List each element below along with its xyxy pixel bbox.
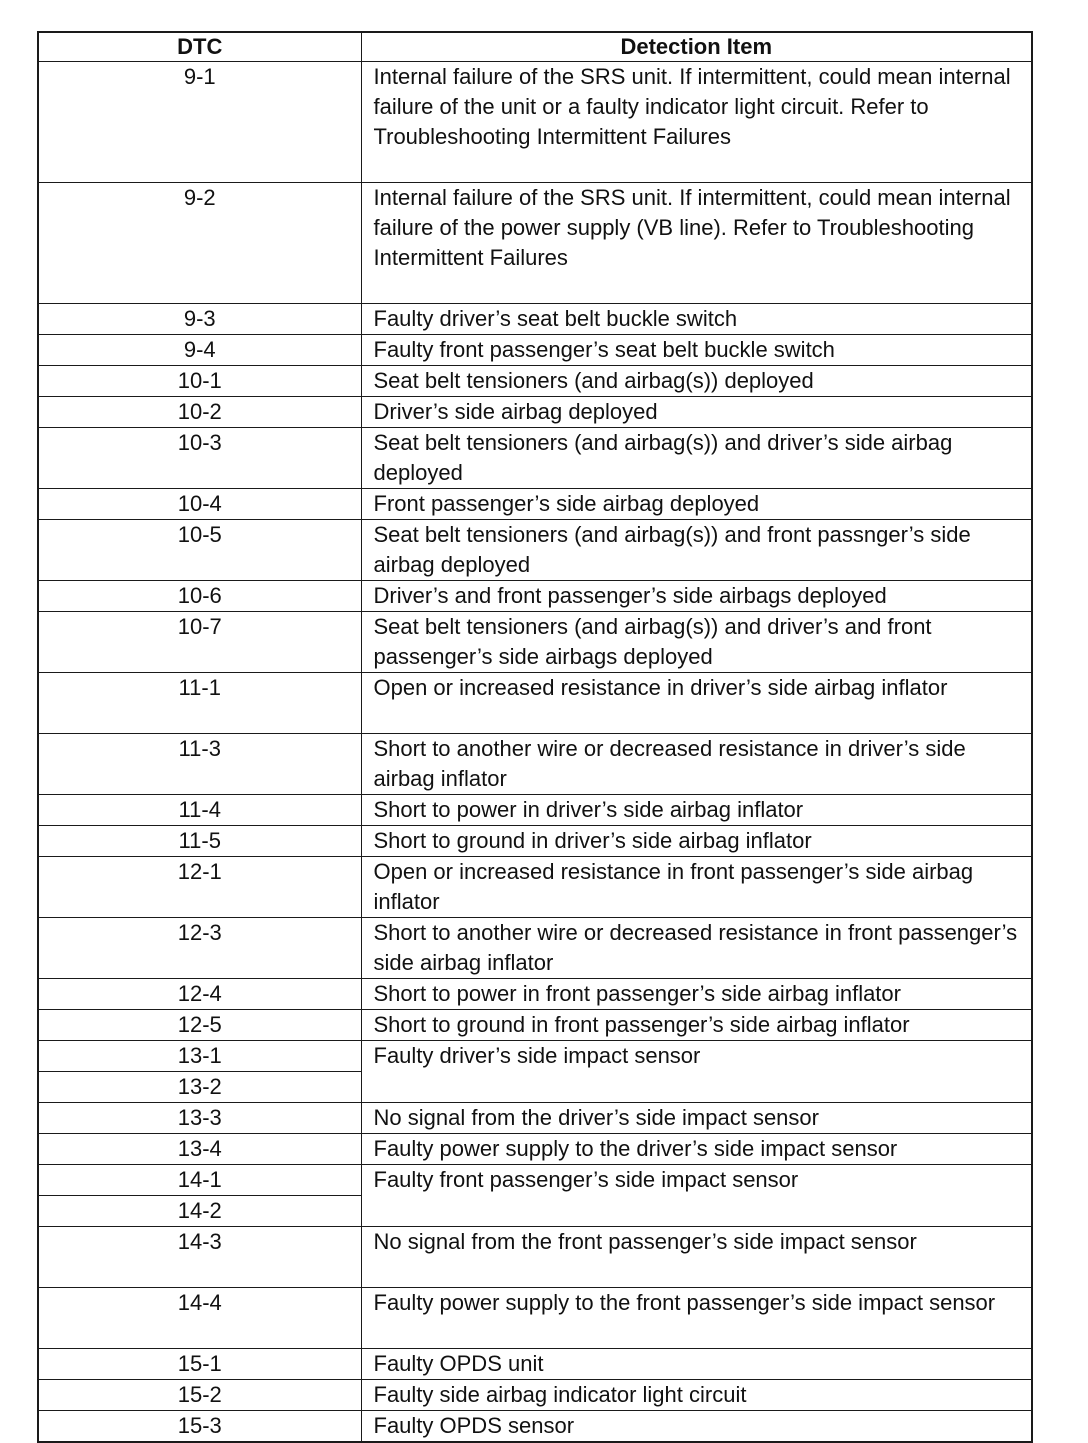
detection-item: Open or increased resistance in driver’s side airbag inflator (361, 673, 1032, 734)
table-row (38, 304, 1032, 335)
dtc-code: 15-3 (38, 1411, 361, 1443)
header-dtc: DTC (38, 32, 361, 62)
detection-item: Short to power in driver’s side airbag inflator (361, 795, 1032, 826)
detection-item: Faulty front passenger’s seat belt buckle switch (361, 335, 1032, 366)
table-row (38, 1134, 1032, 1165)
dtc-code: 10-2 (38, 397, 361, 428)
detection-item: Faulty power supply to the driver’s side impact sensor (361, 1134, 1032, 1165)
detection-item: Internal failure of the SRS unit. If intermittent, could mean internal failure of the unit or a faulty indicator light circuit. Refer to Troubleshooting Intermittent Failures (361, 62, 1032, 183)
table-row (38, 734, 1032, 795)
detection-item: Faulty driver’s side impact sensor (361, 1041, 1032, 1103)
detection-item: Faulty front passenger’s side impact sensor (361, 1165, 1032, 1227)
table-row (38, 1010, 1032, 1041)
dtc-code: 13-1 (38, 1041, 361, 1072)
dtc-code: 9-3 (38, 304, 361, 335)
table-row (38, 428, 1032, 489)
table-row (38, 1165, 1032, 1196)
detection-item: Faulty side airbag indicator light circuit (361, 1380, 1032, 1411)
table-row (38, 397, 1032, 428)
header-detection-item: Detection Item (361, 32, 1032, 62)
dtc-code: 9-2 (38, 183, 361, 304)
table-row (38, 581, 1032, 612)
dtc-code: 13-4 (38, 1134, 361, 1165)
dtc-code: 14-1 (38, 1165, 361, 1196)
table-row (38, 612, 1032, 673)
detection-item: Seat belt tensioners (and airbag(s)) and front passnger’s side airbag deployed (361, 520, 1032, 581)
detection-item: Seat belt tensioners (and airbag(s)) and driver’s and front passenger’s side airbags deployed (361, 612, 1032, 673)
detection-item: Seat belt tensioners (and airbag(s)) and driver’s side airbag deployed (361, 428, 1032, 489)
dtc-code: 11-3 (38, 734, 361, 795)
dtc-code: 12-4 (38, 979, 361, 1010)
detection-item: Faulty OPDS unit (361, 1349, 1032, 1380)
dtc-code: 14-2 (38, 1196, 361, 1227)
table-row (38, 1288, 1032, 1349)
detection-item: Driver’s side airbag deployed (361, 397, 1032, 428)
table-row (38, 826, 1032, 857)
dtc-table (37, 31, 1033, 1443)
dtc-code: 10-4 (38, 489, 361, 520)
dtc-code: 10-7 (38, 612, 361, 673)
table-row (38, 366, 1032, 397)
dtc-code: 15-1 (38, 1349, 361, 1380)
dtc-code: 11-4 (38, 795, 361, 826)
table-row (38, 857, 1032, 918)
table-row (38, 1041, 1032, 1072)
dtc-code: 15-2 (38, 1380, 361, 1411)
detection-item: No signal from the driver’s side impact sensor (361, 1103, 1032, 1134)
dtc-code: 10-1 (38, 366, 361, 397)
dtc-code: 9-1 (38, 62, 361, 183)
table-row (38, 1411, 1032, 1443)
table-row (38, 62, 1032, 183)
dtc-code: 12-3 (38, 918, 361, 979)
dtc-code: 12-1 (38, 857, 361, 918)
table-header-row (38, 32, 1032, 62)
detection-item: Open or increased resistance in front passenger’s side airbag inflator (361, 857, 1032, 918)
detection-item: Seat belt tensioners (and airbag(s)) deployed (361, 366, 1032, 397)
detection-item: Internal failure of the SRS unit. If intermittent, could mean internal failure of the power supply (VB line). Refer to Troubleshooting Intermittent Failures (361, 183, 1032, 304)
dtc-code: 12-5 (38, 1010, 361, 1041)
detection-item: Short to ground in driver’s side airbag inflator (361, 826, 1032, 857)
dtc-code: 13-2 (38, 1072, 361, 1103)
dtc-table-page (37, 31, 1031, 1443)
detection-item: Faulty OPDS sensor (361, 1411, 1032, 1443)
detection-item: Faulty power supply to the front passenger’s side impact sensor (361, 1288, 1032, 1349)
dtc-code: 11-1 (38, 673, 361, 734)
table-row (38, 1227, 1032, 1288)
detection-item: Short to another wire or decreased resistance in driver’s side airbag inflator (361, 734, 1032, 795)
table-row (38, 489, 1032, 520)
table-row (38, 335, 1032, 366)
table-row (38, 979, 1032, 1010)
dtc-code: 10-6 (38, 581, 361, 612)
dtc-code: 10-5 (38, 520, 361, 581)
detection-item: Short to another wire or decreased resistance in front passenger’s side airbag inflator (361, 918, 1032, 979)
detection-item: Short to power in front passenger’s side airbag inflator (361, 979, 1032, 1010)
table-row (38, 918, 1032, 979)
table-row (38, 1103, 1032, 1134)
table-row (38, 183, 1032, 304)
table-row (38, 673, 1032, 734)
detection-item: Short to ground in front passenger’s side airbag inflator (361, 1010, 1032, 1041)
detection-item: Driver’s and front passenger’s side airbags deployed (361, 581, 1032, 612)
table-row (38, 1380, 1032, 1411)
table-row (38, 795, 1032, 826)
dtc-code: 9-4 (38, 335, 361, 366)
dtc-code: 11-5 (38, 826, 361, 857)
detection-item: No signal from the front passenger’s side impact sensor (361, 1227, 1032, 1288)
table-row (38, 520, 1032, 581)
dtc-code: 13-3 (38, 1103, 361, 1134)
dtc-code: 14-3 (38, 1227, 361, 1288)
table-row (38, 1349, 1032, 1380)
detection-item: Faulty driver’s seat belt buckle switch (361, 304, 1032, 335)
detection-item: Front passenger’s side airbag deployed (361, 489, 1032, 520)
dtc-code: 10-3 (38, 428, 361, 489)
dtc-code: 14-4 (38, 1288, 361, 1349)
table-body (38, 62, 1032, 1443)
